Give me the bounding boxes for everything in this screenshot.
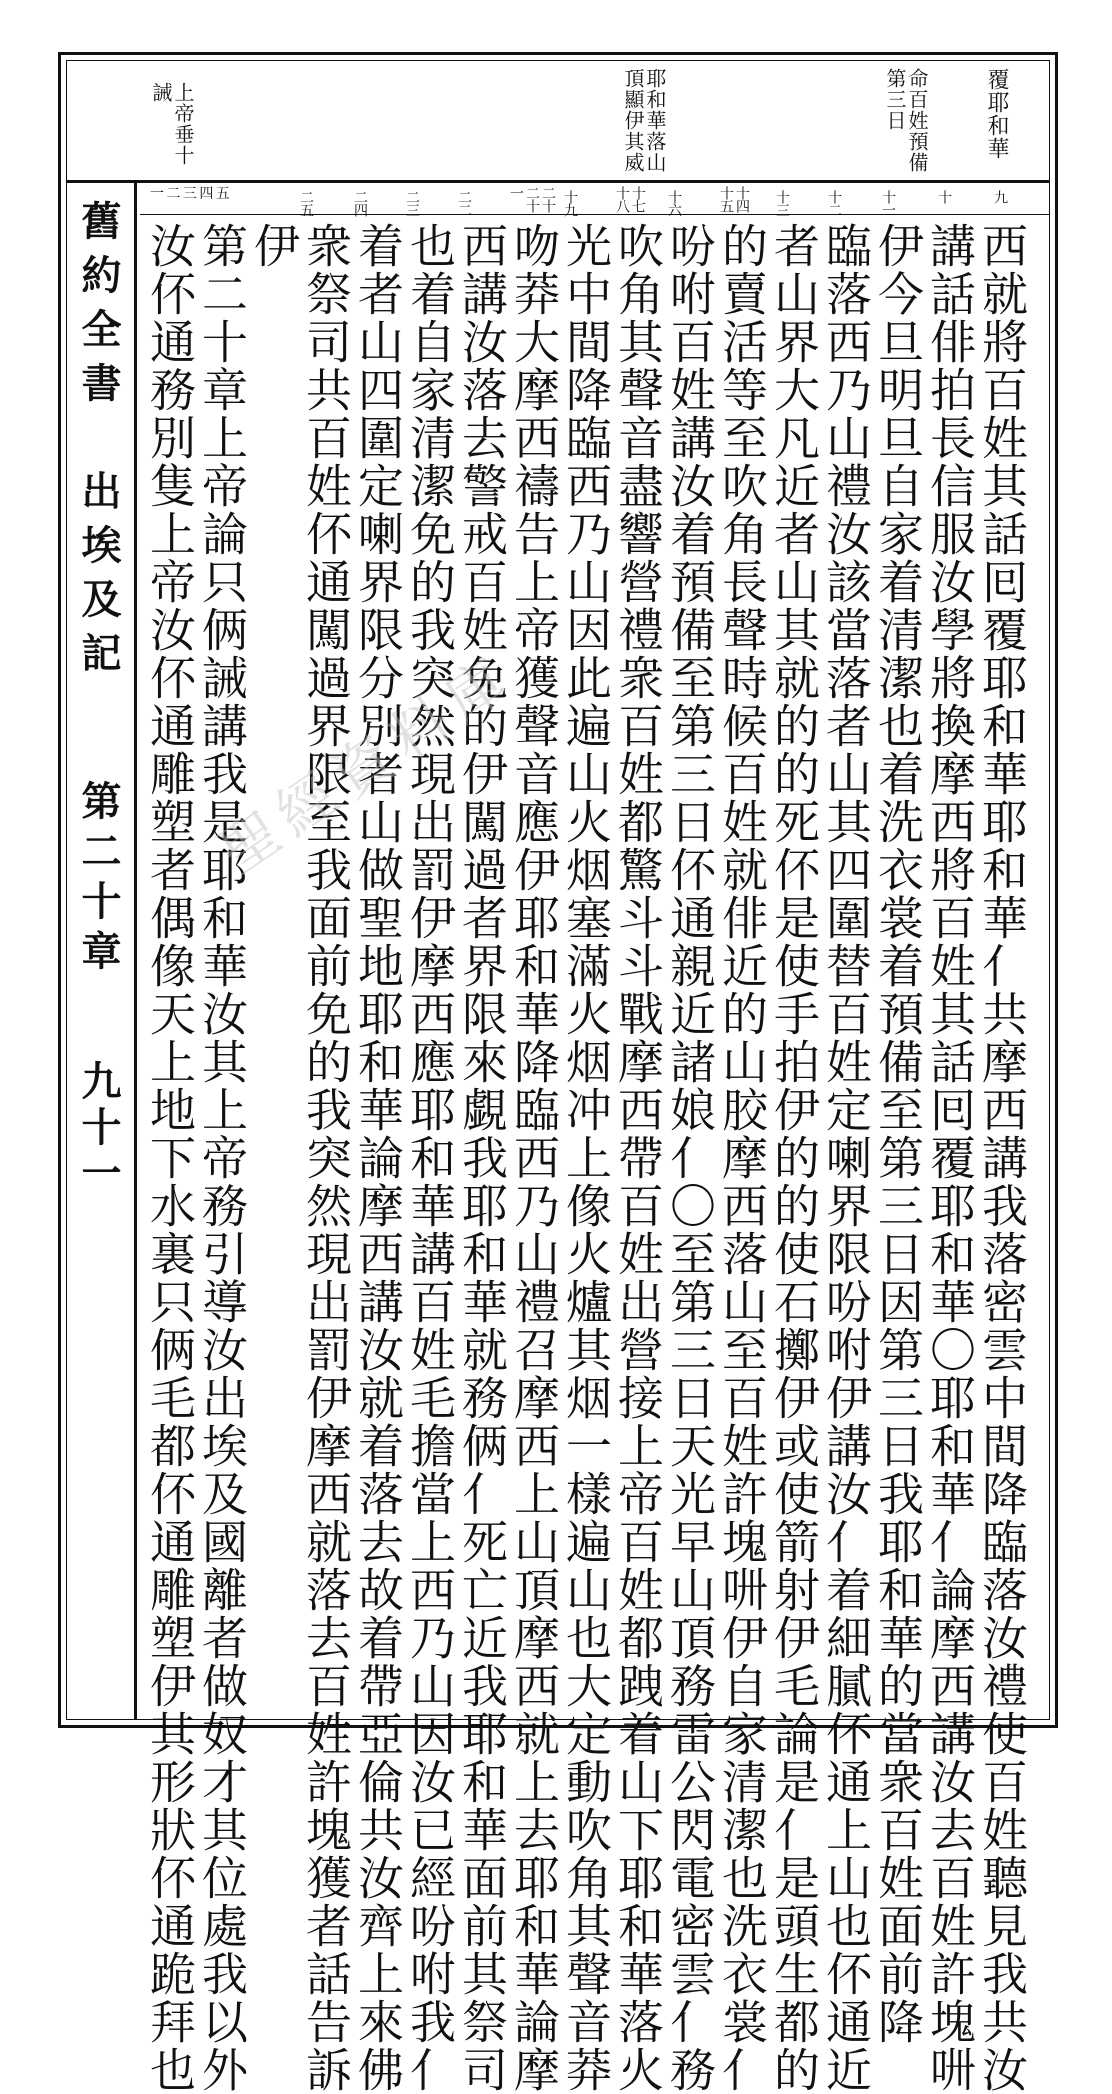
verse-number-rule <box>140 214 1050 215</box>
verse-num-14-15: 十四十五 <box>718 186 750 212</box>
text-column-9: 光中間降臨西乃山因此遍山火烟塞滿火烟冲上像火爐其烟一樣遍山也大定動吹角其聲音莽 <box>559 222 613 2094</box>
text-column-4: 臨落西乃山禮汝該當落者山其四圍替百姓定喇界限吩咐伊講汝亻着細膩伓通上山也伓通近 <box>819 222 873 2094</box>
header-rule <box>66 180 1050 183</box>
marginal-note-3: 耶和華落山頂顯伊其威 <box>621 68 667 173</box>
text-column-3: 伊今旦明旦自家着清潔也着洗衣裳着預備至第三日因第三日我耶和華的當衆百姓面前降 <box>871 222 925 2046</box>
running-head-chapter: 第二十章 <box>75 780 122 980</box>
verse-num-9: 九 <box>992 190 1008 203</box>
running-head-book: 舊約全書 <box>75 200 122 416</box>
text-column-13: 着者山四圍定喇界限分別者山做聖地耶和華論摩西講汝就着落去故着帶亞倫共汝齊上來佛 <box>351 222 405 2094</box>
marginal-note-1: 覆耶和華 <box>984 68 1009 160</box>
verse-num-10: 十 <box>936 190 952 203</box>
verse-num-22: 二二 <box>456 190 472 216</box>
running-head-rule <box>134 180 137 1720</box>
text-column-17: 汝伓通務別隻上帝汝伓通雕塑者偶像天上地下水裏只俩毛都伓通雕塑伊其形狀伓通跪拜也 <box>143 222 197 2094</box>
verse-num-12: 十二 <box>826 190 842 216</box>
text-column-15: 伊 <box>247 222 301 270</box>
running-head-section: 出埃及記 <box>75 470 122 686</box>
text-column-1: 西就將百姓其話囘覆耶和華耶和華亻共摩西講我落密雲中間降臨落汝禮使百姓聽見我共汝 <box>975 222 1029 2094</box>
verse-num-24: 二四 <box>352 190 368 216</box>
marginal-note-4: 上帝垂十誡 <box>149 82 195 166</box>
verse-num-13: 十三 <box>774 190 790 216</box>
text-column-10: 吻莽大摩西禱告上帝獲聲音應伊耶和華降臨西乃山禮召摩西上山頂摩西就上去耶和華論摩 <box>507 222 561 2094</box>
verse-num-16: 十六 <box>666 190 682 216</box>
text-column-6: 的賣活等至吹角長聲時候百姓就俳近的山胶摩西落山至百姓許塊𠯢伊自家清潔也洗衣裳亻 <box>715 222 769 2094</box>
watermark: 聖經資料庫 <box>207 640 528 888</box>
verse-num-25: 二五 <box>298 190 314 216</box>
text-column-11: 西講汝落去警戒百姓免的伊闖過者界限來覷我耶和華就務俩亻死亡近我耶和華面前其祭司 <box>455 222 509 2094</box>
text-column-8: 吹角其聲音盡響營禮衆百姓都驚斗斗戰摩西帶百姓出營接上帝百姓都跩着山下耶和華落火 <box>611 222 665 2094</box>
verse-num-ch20: 一 二 三 四 五 <box>150 186 229 202</box>
verse-num-19: 十九 <box>562 190 578 216</box>
text-column-7: 吩咐百姓講汝着預備至第三日伓通親近諸娘亻〇至第三日天光早山頂務雷公閃電密雲亻務 <box>663 222 717 2094</box>
text-column-5: 者山界大凡近者山其就的的死伓是使手拍伊的的使石擲伊或使箭射伊毛論是亻是頭生都的 <box>767 222 821 2094</box>
verse-num-17-18: 十七十八 <box>614 186 646 212</box>
verse-num-11: 十一 <box>880 190 896 216</box>
marginal-note-2: 命百姓預備第三日 <box>883 68 929 173</box>
text-column-14: 衆祭司共百姓伓通闖過界限至我面前免的我突然現出罰伊摩西就落去百姓許塊獲者話告訴 <box>299 222 353 2094</box>
page-number: 九十一 <box>75 1060 122 1198</box>
text-column-12: 也着自家清潔免的我突然現出罰伊摩西應耶和華講百姓毛擔當上西乃山因汝已經吩咐我亻 <box>403 222 457 2094</box>
verse-num-23: 二三 <box>404 190 420 216</box>
text-column-2: 講話俳拍長信服汝學將換摩西將百姓其話囘覆耶和華〇耶和華亻論摩西講汝去百姓許塊𠯢 <box>923 222 977 2094</box>
verse-num-20-21: 二十二十一 <box>508 186 556 212</box>
text-column-16: 第二十章上帝論只俩誡講我是耶和華汝其上帝務引導汝出埃及國離者做奴才其位處我以外 <box>195 222 249 2094</box>
